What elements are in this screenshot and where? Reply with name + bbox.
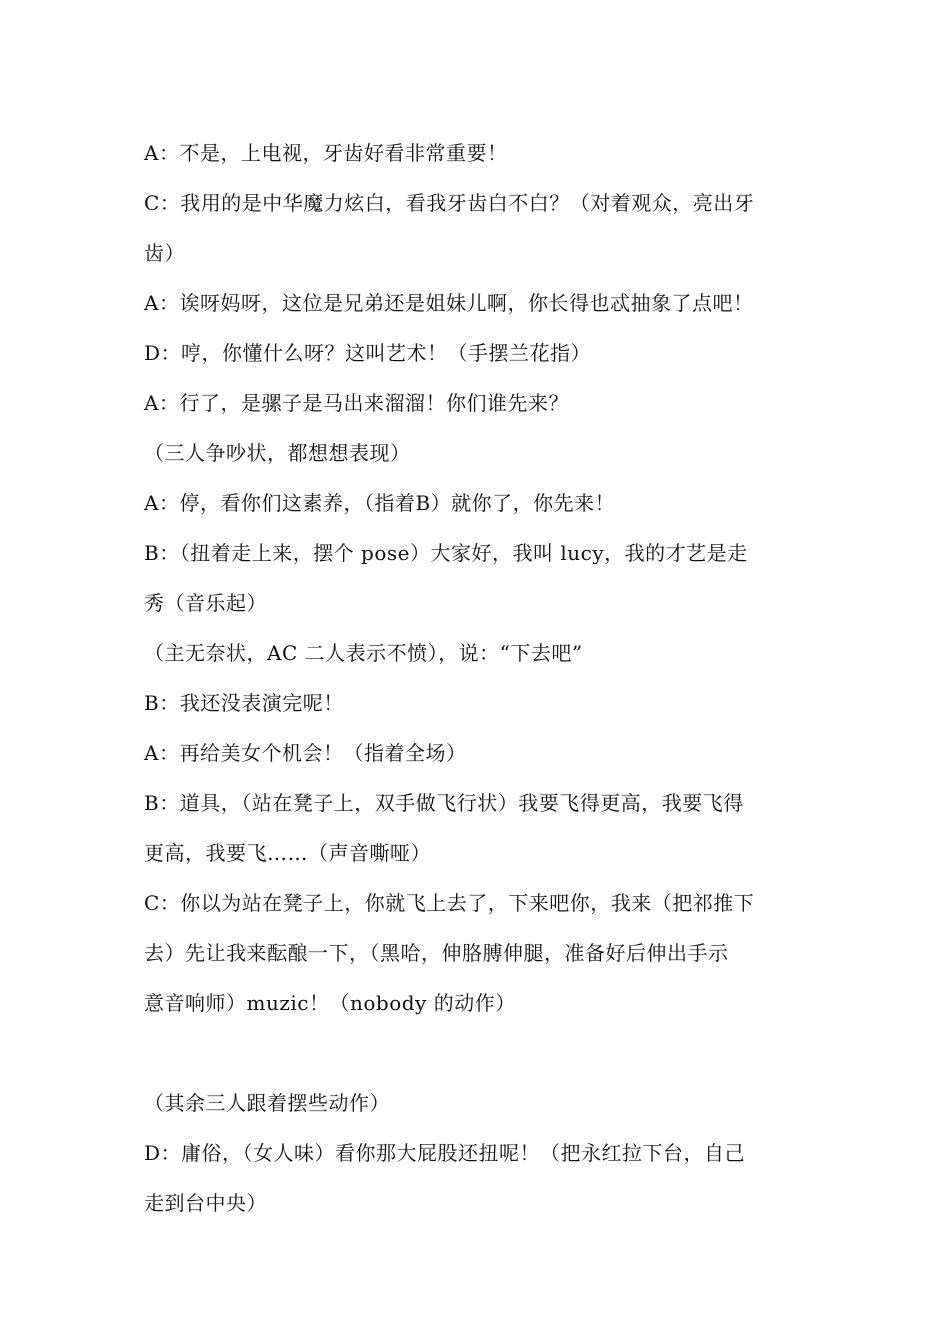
- dialogue-line: 秀（音乐起）: [144, 591, 267, 615]
- dialogue-line: D：庸俗，（女人味）看你那大屁股还扭呢！（把永红拉下台，自己: [144, 1141, 746, 1165]
- stage-direction-line: （主无奈状，AC 二人表示不愤），说：“下去吧”: [144, 641, 583, 665]
- dialogue-line: A：不是，上电视，牙齿好看非常重要！: [144, 141, 508, 165]
- dialogue-line: B：（扭着走上来，摆个 pose）大家好，我叫 lucy，我的才艺是走: [144, 541, 748, 565]
- dialogue-line: A：停，看你们这素养，（指着B）就你了，你先来！: [144, 491, 616, 515]
- dialogue-line: A：行了，是骡子是马出来溜溜！你们谁先来？: [144, 391, 569, 415]
- stage-direction-line: （其余三人跟着摆些动作）: [144, 1091, 390, 1115]
- stage-direction-line: （三人争吵状，都想想表现）: [144, 441, 411, 465]
- dialogue-line: 更高，我要飞……（声音嘶哑）: [144, 841, 431, 865]
- dialogue-line: 意音响师）muzic！（nobody 的动作）: [144, 991, 516, 1015]
- script-body: [144, 128, 809, 1228]
- dialogue-line: 走到台中央）: [144, 1191, 267, 1215]
- dialogue-line: B：道具，（站在凳子上，双手做飞行状）我要飞得更高，我要飞得: [144, 791, 744, 815]
- dialogue-line: A：诶呀妈呀，这位是兄弟还是姐妹儿啊，你长得也忒抽象了点吧！: [144, 291, 754, 315]
- dialogue-line: B：我还没表演完呢！: [144, 691, 344, 715]
- dialogue-line: 齿）: [144, 241, 185, 265]
- dialogue-line: D：哼，你懂什么呀？这叫艺术！（手摆兰花指）: [144, 341, 592, 365]
- blank-line: [144, 1028, 809, 1078]
- dialogue-line: C：你以为站在凳子上，你就飞上去了，下来吧你，我来（把祁推下: [144, 891, 755, 915]
- dialogue-line: C：我用的是中华魔力炫白，看我牙齿白不白？（对着观众，亮出牙: [144, 191, 755, 215]
- dialogue-line: 去）先让我来酝酿一下，（黑哈，伸胳膊伸腿，准备好后伸出手示: [144, 941, 729, 965]
- dialogue-line: A：再给美女个机会！（指着全场）: [144, 741, 467, 765]
